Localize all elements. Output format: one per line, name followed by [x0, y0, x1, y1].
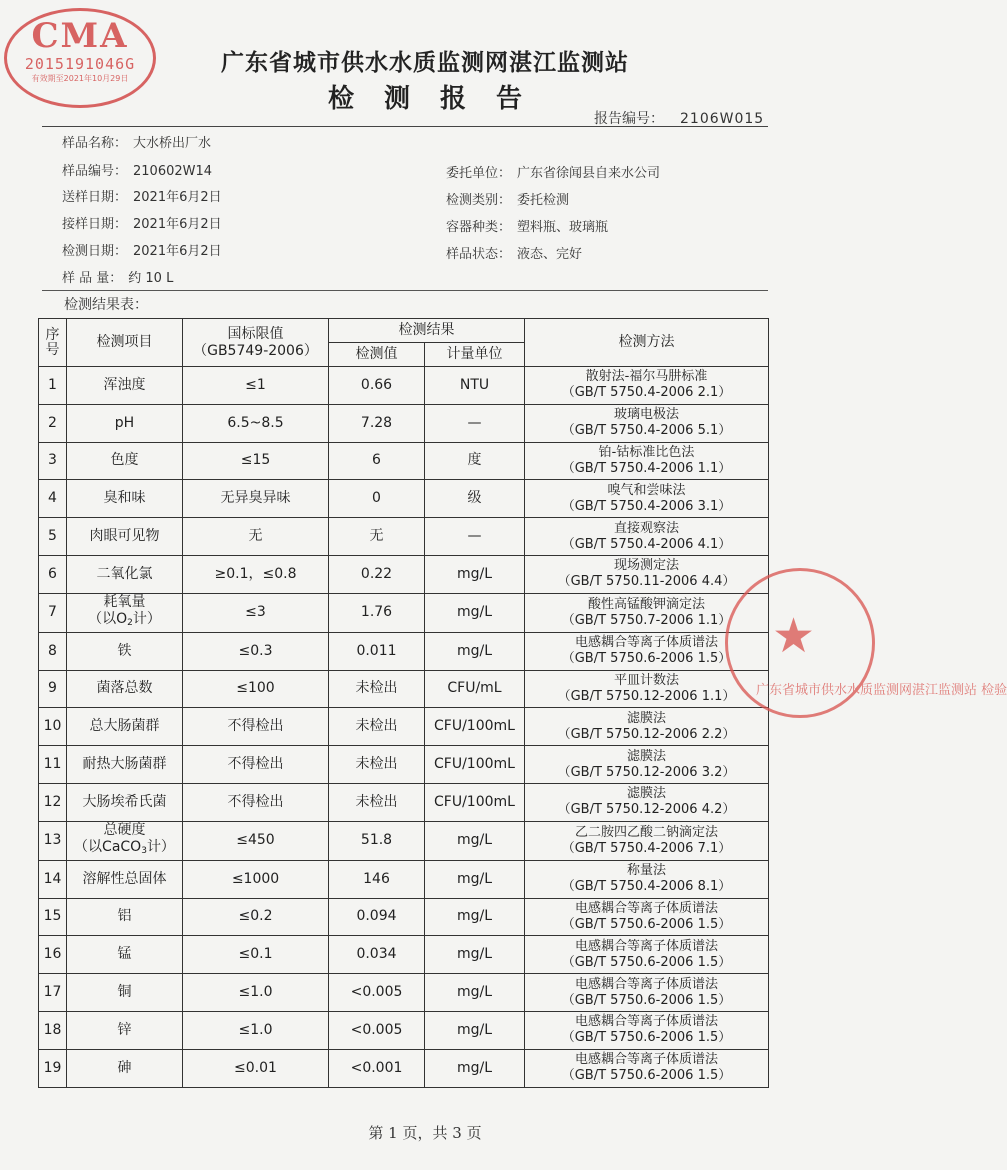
row-unit: mg/L [425, 1011, 525, 1049]
row-method [525, 783, 769, 821]
row-item-basis-suffix: 计） [132, 610, 161, 627]
row-seq: 14 [39, 860, 67, 898]
table-row [39, 936, 769, 974]
row-unit: NTU [425, 367, 525, 405]
row-value: 146 [329, 860, 425, 898]
info-label: 接样日期： [62, 217, 128, 232]
row-value: 51.8 [329, 821, 425, 860]
table-row [39, 708, 769, 746]
row-value: 无 [329, 518, 425, 556]
row-value: 0 [329, 480, 425, 518]
row-seq: 15 [39, 898, 67, 936]
row-unit: mg/L [425, 898, 525, 936]
row-method [525, 404, 769, 442]
row-method [525, 936, 769, 974]
row-value: 0.011 [329, 632, 425, 670]
row-method-name: 散射法-福尔马肼标准 [585, 369, 708, 385]
table-row [39, 632, 769, 670]
row-limit: ≤15 [183, 442, 329, 480]
row-value: 0.094 [329, 898, 425, 936]
row-limit: ≤3 [183, 593, 329, 632]
header-limit-std: （GB5749-2006） [193, 342, 318, 359]
inspection-seal [725, 568, 1007, 718]
info-test-date [62, 240, 222, 259]
row-item [67, 746, 183, 784]
info-value: 2021年6月2日 [133, 244, 222, 259]
row-value: 6 [329, 442, 425, 480]
row-limit: 不得检出 [183, 783, 329, 821]
table-row [39, 670, 769, 708]
row-value: 未检出 [329, 708, 425, 746]
row-item-basis-prefix: （以CaCO [74, 838, 142, 855]
row-method [525, 367, 769, 405]
row-method-standard: （GB/T 5750.4-2006 3.1） [561, 498, 732, 514]
row-method [525, 746, 769, 784]
row-method [525, 555, 769, 593]
info-sample-name [62, 132, 211, 151]
row-method-name: 嗅气和尝味法 [607, 482, 686, 498]
row-method-standard: （GB/T 5750.7-2006 1.1） [561, 612, 732, 628]
table-row [39, 404, 769, 442]
table-row [39, 783, 769, 821]
info-label: 检测日期： [62, 244, 128, 259]
row-limit: ≤0.2 [183, 898, 329, 936]
row-item-name: 铝 [117, 908, 132, 925]
info-label: 样品名称： [62, 136, 128, 151]
row-method-name: 电感耦合等离子体质谱法 [574, 1014, 718, 1030]
row-method [525, 480, 769, 518]
row-method-name: 酸性高锰酸钾滴定法 [587, 596, 705, 612]
row-limit: 无 [183, 518, 329, 556]
row-item-basis-subscript: 3 [141, 845, 147, 856]
row-method-name: 电感耦合等离子体质谱法 [574, 938, 718, 954]
row-seq: 11 [39, 746, 67, 784]
info-client [446, 162, 660, 181]
info-label: 样 品 量： [62, 271, 123, 286]
row-limit: ≤1000 [183, 860, 329, 898]
row-method-standard: （GB/T 5750.6-2006 1.5） [561, 954, 732, 970]
row-limit: 不得检出 [183, 708, 329, 746]
row-method-name: 电感耦合等离子体质谱法 [574, 1052, 718, 1068]
row-seq: 19 [39, 1049, 67, 1087]
row-item-basis-suffix: 计） [146, 838, 175, 855]
row-method-standard: （GB/T 5750.12-2006 2.2） [557, 726, 736, 742]
row-seq: 16 [39, 936, 67, 974]
row-item-name: 二氧化氯 [96, 565, 153, 582]
row-method-standard: （GB/T 5750.4-2006 2.1） [561, 385, 732, 401]
row-item-name: 耐热大肠菌群 [82, 756, 167, 773]
row-method-standard: （GB/T 5750.6-2006 1.5） [561, 992, 732, 1008]
row-unit: 度 [425, 442, 525, 480]
row-method-name: 滤膜法 [626, 710, 666, 726]
info-test-type [446, 189, 569, 208]
row-seq: 2 [39, 404, 67, 442]
row-item [67, 442, 183, 480]
header-unit: 计量单位 [425, 343, 525, 367]
table-row [39, 480, 769, 518]
row-item [67, 1049, 183, 1087]
page-footer: 第 1 页，共 3 页 [368, 1124, 482, 1142]
info-label: 送样日期： [62, 190, 128, 205]
row-unit: mg/L [425, 632, 525, 670]
row-item-name: 锰 [117, 946, 132, 963]
info-value: 大水桥出厂水 [133, 136, 212, 151]
info-send-date [62, 186, 222, 205]
report-title: 检测报告 [327, 84, 552, 114]
row-method-standard: （GB/T 5750.6-2006 1.5） [561, 916, 732, 932]
row-item-name: 铜 [117, 984, 132, 1001]
table-row [39, 898, 769, 936]
row-item [67, 1011, 183, 1049]
row-method-standard: （GB/T 5750.4-2006 8.1） [561, 879, 732, 895]
row-seq: 17 [39, 974, 67, 1012]
header-result: 检测结果 [329, 319, 525, 343]
seal-star-icon: ★ [772, 608, 816, 664]
cma-logo: CMA [31, 16, 129, 56]
header-limit-label: 国标限值 [227, 325, 284, 342]
row-item-name: 臭和味 [103, 490, 146, 507]
row-method-name: 电感耦合等离子体质谱法 [574, 976, 718, 992]
row-method-name: 电感耦合等离子体质谱法 [574, 900, 718, 916]
row-seq: 3 [39, 442, 67, 480]
row-unit: mg/L [425, 974, 525, 1012]
row-item-name: 浑浊度 [103, 376, 146, 393]
row-unit: CFU/100mL [425, 708, 525, 746]
row-method-standard: （GB/T 5750.6-2006 1.5） [561, 1068, 732, 1084]
table-row [39, 1011, 769, 1049]
table-row [39, 1049, 769, 1087]
row-item [67, 632, 183, 670]
row-unit: mg/L [425, 821, 525, 860]
results-caption: 检测结果表： [64, 297, 148, 313]
row-item-name: 总大肠菌群 [89, 718, 160, 735]
row-method [525, 974, 769, 1012]
info-container [446, 216, 608, 235]
row-seq: 10 [39, 708, 67, 746]
row-method [525, 442, 769, 480]
row-item [67, 670, 183, 708]
row-method-name: 乙二胺四乙酸二钠滴定法 [574, 824, 718, 840]
row-seq: 5 [39, 518, 67, 556]
table-row [39, 518, 769, 556]
info-value: 2021年6月2日 [133, 217, 222, 232]
row-limit: ≤1.0 [183, 974, 329, 1012]
row-limit: ≤0.3 [183, 632, 329, 670]
row-item [67, 555, 183, 593]
row-limit: 无异臭异味 [183, 480, 329, 518]
row-item-name: 色度 [110, 452, 139, 469]
row-method-standard: （GB/T 5750.12-2006 4.2） [557, 802, 736, 818]
info-value: 210602W14 [133, 164, 213, 179]
row-item [67, 708, 183, 746]
row-method-standard: （GB/T 5750.11-2006 4.4） [557, 574, 736, 590]
info-label: 样品状态： [446, 247, 512, 262]
header-value: 检测值 [329, 343, 425, 367]
row-item-name: 耗氧量 [103, 593, 146, 610]
info-value: 塑料瓶、玻璃瓶 [517, 220, 609, 235]
row-method-name: 铂-钴标准比色法 [598, 444, 695, 460]
row-item-name: 菌落总数 [96, 680, 153, 697]
row-unit: — [425, 404, 525, 442]
info-label: 检测类别： [446, 193, 512, 208]
info-label: 委托单位： [446, 166, 512, 181]
row-value: 1.76 [329, 593, 425, 632]
row-limit: ≤1.0 [183, 1011, 329, 1049]
row-method-name: 平皿计数法 [613, 672, 679, 688]
info-value: 委托检测 [517, 193, 570, 208]
row-item-name: 肉眼可见物 [89, 528, 160, 545]
row-item [67, 936, 183, 974]
row-limit: ≤100 [183, 670, 329, 708]
cma-number: 2015191046G [24, 55, 136, 73]
info-rule [42, 290, 768, 291]
row-value: <0.005 [329, 1011, 425, 1049]
info-quantity [62, 267, 173, 286]
row-value: 7.28 [329, 404, 425, 442]
row-method-standard: （GB/T 5750.6-2006 1.5） [561, 1030, 732, 1046]
header-rule [42, 126, 768, 127]
row-limit: 6.5~8.5 [183, 404, 329, 442]
row-item-name: 砷 [117, 1059, 132, 1076]
row-method-standard: （GB/T 5750.12-2006 1.1） [557, 688, 736, 704]
row-item [67, 367, 183, 405]
row-limit: ≤0.1 [183, 936, 329, 974]
row-seq: 18 [39, 1011, 67, 1049]
row-value: 0.034 [329, 936, 425, 974]
row-item [67, 860, 183, 898]
row-seq: 7 [39, 593, 67, 632]
row-method-standard: （GB/T 5750.4-2006 1.1） [561, 460, 732, 476]
row-method-name: 直接观察法 [613, 520, 679, 536]
row-value: 0.66 [329, 367, 425, 405]
row-item-basis-prefix: （以O [88, 610, 128, 627]
row-item-name: pH [114, 414, 135, 431]
row-limit: ≤0.01 [183, 1049, 329, 1087]
row-method-standard: （GB/T 5750.4-2006 5.1） [561, 423, 732, 439]
row-limit: ≥0.1，≤0.8 [183, 555, 329, 593]
row-seq: 13 [39, 821, 67, 860]
row-unit: mg/L [425, 860, 525, 898]
header-method: 检测方法 [525, 319, 769, 367]
table-row [39, 821, 769, 860]
row-value: <0.001 [329, 1049, 425, 1087]
row-seq: 1 [39, 367, 67, 405]
header-item: 检测项目 [67, 319, 183, 367]
row-unit: mg/L [425, 936, 525, 974]
info-label: 容器种类： [446, 220, 512, 235]
info-value: 液态、完好 [517, 247, 583, 262]
info-value: 广东省徐闻县自来水公司 [517, 166, 661, 181]
row-seq: 9 [39, 670, 67, 708]
row-method [525, 518, 769, 556]
report-number [594, 108, 764, 128]
row-method-standard: （GB/T 5750.4-2006 4.1） [561, 536, 732, 552]
results-table [38, 318, 769, 1088]
row-item-basis [69, 611, 180, 632]
row-value: 未检出 [329, 670, 425, 708]
row-method-name: 玻璃电极法 [613, 407, 679, 423]
row-seq: 12 [39, 783, 67, 821]
row-unit: CFU/100mL [425, 783, 525, 821]
row-item [67, 593, 183, 632]
row-value: <0.005 [329, 974, 425, 1012]
header-seq: 序号 [39, 319, 67, 367]
row-method-standard: （GB/T 5750.6-2006 1.5） [561, 651, 732, 667]
row-item-name: 总硬度 [103, 821, 146, 838]
table-row [39, 860, 769, 898]
info-value: 约 10 L [128, 271, 174, 286]
row-item [67, 898, 183, 936]
row-seq: 6 [39, 555, 67, 593]
row-method [525, 708, 769, 746]
row-method [525, 1011, 769, 1049]
table-row [39, 367, 769, 405]
row-unit: CFU/mL [425, 670, 525, 708]
row-item-basis-subscript: 2 [127, 617, 133, 628]
row-seq: 8 [39, 632, 67, 670]
row-method-name: 现场测定法 [613, 558, 679, 574]
row-item [67, 518, 183, 556]
row-item [67, 821, 183, 860]
row-seq: 4 [39, 480, 67, 518]
header-limit [183, 319, 329, 367]
row-method-name: 滤膜法 [626, 748, 666, 764]
row-item-basis [69, 839, 180, 860]
row-limit: ≤1 [183, 367, 329, 405]
row-method-standard: （GB/T 5750.12-2006 3.2） [557, 764, 736, 780]
row-method-standard: （GB/T 5750.4-2006 7.1） [561, 840, 732, 856]
row-item [67, 404, 183, 442]
row-value: 未检出 [329, 783, 425, 821]
row-method [525, 821, 769, 860]
row-method [525, 898, 769, 936]
row-item [67, 480, 183, 518]
cma-validity-note: 有效期至2021年10月29日 [31, 74, 129, 83]
row-unit: CFU/100mL [425, 746, 525, 784]
info-receive-date [62, 213, 222, 232]
row-limit: 不得检出 [183, 746, 329, 784]
table-row [39, 746, 769, 784]
row-method [525, 860, 769, 898]
table-row [39, 555, 769, 593]
info-label: 样品编号： [62, 164, 128, 179]
row-unit: mg/L [425, 593, 525, 632]
row-unit: — [425, 518, 525, 556]
row-method-name: 称量法 [626, 863, 666, 879]
row-item-name: 溶解性总固体 [82, 870, 167, 887]
info-value: 2021年6月2日 [133, 190, 222, 205]
row-unit: mg/L [425, 1049, 525, 1087]
info-sample-state [446, 243, 582, 262]
table-row [39, 593, 769, 632]
row-item [67, 783, 183, 821]
report-number-value: 2106W015 [680, 111, 765, 127]
row-item-name: 大肠埃希氏菌 [82, 793, 167, 810]
row-item-name: 铁 [117, 642, 132, 659]
row-unit: 级 [425, 480, 525, 518]
table-row [39, 442, 769, 480]
report-number-label: 报告编号： [594, 111, 664, 127]
org-title: 广东省城市供水水质监测网湛江监测站 [221, 50, 629, 76]
row-value: 0.22 [329, 555, 425, 593]
info-sample-code [62, 160, 212, 179]
row-value: 未检出 [329, 746, 425, 784]
row-unit: mg/L [425, 555, 525, 593]
row-limit: ≤450 [183, 821, 329, 860]
row-method-name: 滤膜法 [626, 786, 666, 802]
seal-text: 广东省城市供水水质监测网湛江监测站 检验 [756, 683, 1007, 698]
row-method-name: 电感耦合等离子体质谱法 [574, 635, 718, 651]
row-method [525, 1049, 769, 1087]
row-item-name: 锌 [117, 1021, 132, 1038]
table-row [39, 974, 769, 1012]
row-item [67, 974, 183, 1012]
